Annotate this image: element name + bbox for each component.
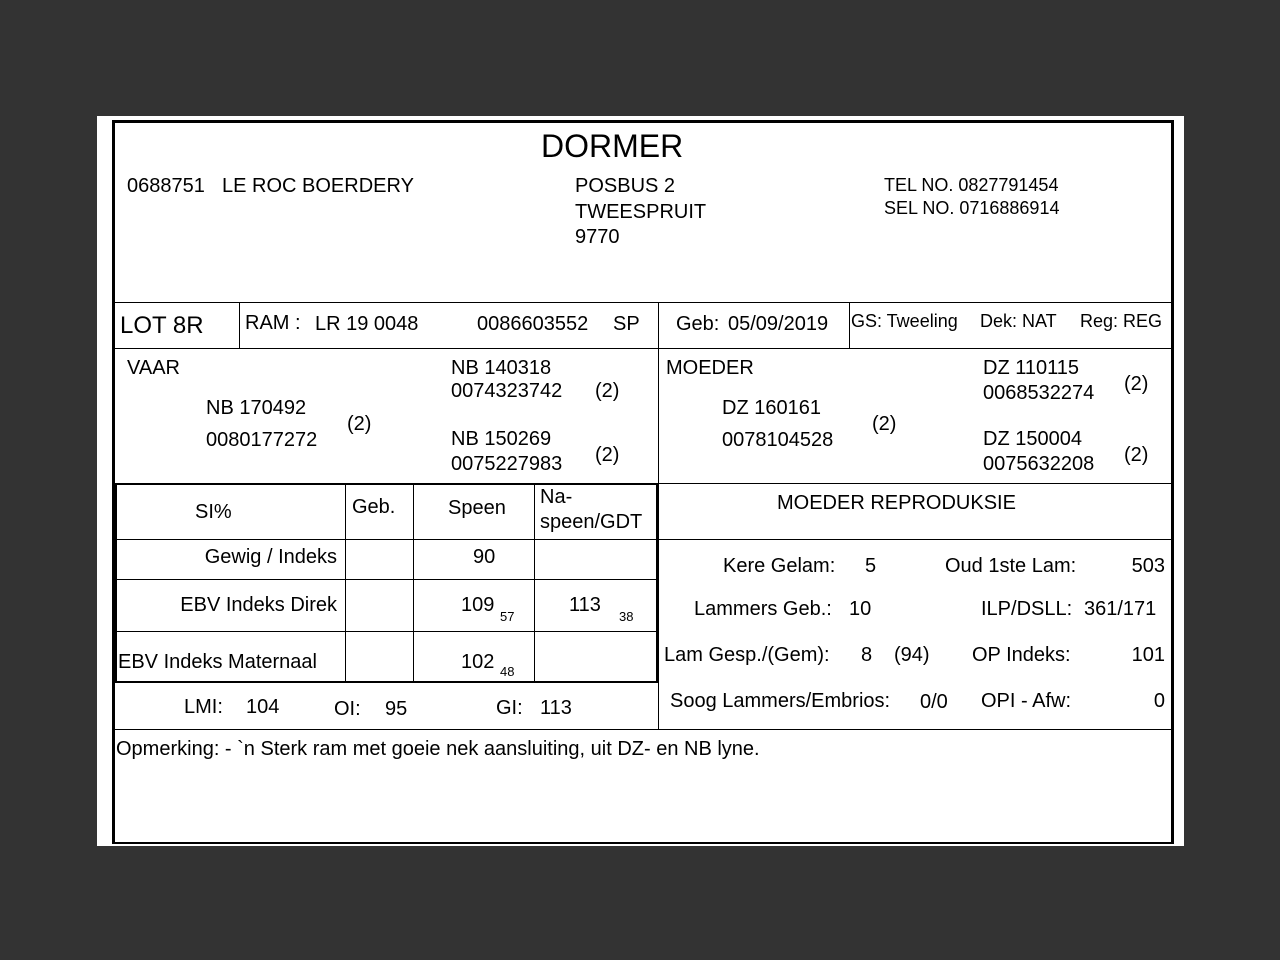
- address-line-3: 9770: [575, 226, 620, 248]
- lammers-geb-value: 10: [849, 598, 872, 620]
- reproduction-title: MOEDER REPRODUKSIE: [777, 492, 1016, 514]
- si-header-geb: Geb.: [352, 496, 396, 518]
- vaar-dam-grade: (2): [595, 444, 620, 466]
- remark: Opmerking: - `n Sterk ram met goeie nek aansluiting, uit DZ- en NB lyne.: [116, 738, 760, 760]
- si-row-label: Gewig / Indeks: [204, 546, 337, 568]
- breed-title: DORMER: [541, 128, 684, 164]
- si-table-rule: [115, 579, 656, 580]
- ram-number: 0086603552: [477, 313, 589, 335]
- cutoff-text-fragment: [170, 842, 1140, 848]
- moeder-sire-id: DZ 110115: [983, 357, 1079, 379]
- si-table-rule: [413, 483, 414, 681]
- moeder-grade: (2): [872, 413, 897, 435]
- si-table-rule: [534, 483, 535, 681]
- si-row-speen: 102: [461, 651, 495, 673]
- divider: [658, 302, 659, 729]
- vaar-sire-grade: (2): [595, 380, 620, 402]
- moeder-dam-grade: (2): [1124, 444, 1149, 466]
- vaar-number: 0080177272: [206, 429, 318, 451]
- moeder-sire-number: 0068532274: [983, 382, 1095, 404]
- ram-label: RAM :: [245, 312, 301, 334]
- divider: [115, 729, 1172, 730]
- ram-class: SP: [613, 313, 640, 335]
- vaar-sire-id: NB 140318: [451, 357, 552, 379]
- op-value: 101: [1131, 644, 1165, 666]
- divider: [849, 302, 850, 348]
- reg-status: Reg: REG: [1080, 311, 1163, 331]
- divider: [658, 483, 1172, 484]
- gs-status: GS: Tweeling: [851, 311, 958, 331]
- si-table-border: [115, 483, 658, 485]
- si-row-na: 113: [569, 594, 601, 616]
- si-table-rule: [345, 483, 346, 681]
- soog-value: 0/0: [920, 691, 948, 713]
- divider: [115, 348, 1172, 349]
- oud-value: 503: [1131, 555, 1165, 577]
- si-row-speen-accuracy: 48: [500, 664, 515, 679]
- moeder-number: 0078104528: [722, 429, 834, 451]
- si-row-speen: 90: [473, 546, 496, 568]
- kere-value: 5: [865, 555, 877, 577]
- moeder-dam-id: DZ 150004: [983, 428, 1082, 450]
- oi-value: 95: [385, 698, 408, 720]
- si-table-rule: [115, 539, 656, 540]
- vaar-dam-id: NB 150269: [451, 428, 552, 450]
- sel-number: SEL NO. 0716886914: [884, 198, 1060, 218]
- moeder-label: MOEDER: [666, 357, 754, 379]
- lot-number: LOT 8R: [120, 312, 204, 339]
- owner-name: LE ROC BOERDERY: [222, 175, 414, 197]
- ram-id: LR 19 0048: [315, 313, 419, 335]
- dek-status: Dek: NAT: [980, 311, 1057, 331]
- si-row-speen: 109: [461, 594, 495, 616]
- vaar-dam-number: 0075227983: [451, 453, 563, 475]
- soog-label: Soog Lammers/Embrios:: [670, 690, 891, 712]
- ilp-value: 361/171: [1084, 598, 1157, 620]
- si-header-na-speen: speen/GDT: [540, 511, 643, 533]
- birth-date: 05/09/2019: [728, 313, 829, 335]
- lam-gesp-value: 8: [861, 644, 873, 666]
- si-header-na: Na-: [540, 486, 573, 508]
- opi-value: 0: [1153, 690, 1165, 712]
- kere-label: Kere Gelam:: [723, 555, 836, 577]
- opi-label: OPI - Afw:: [981, 690, 1072, 712]
- address-line-1: POSBUS 2: [575, 175, 676, 197]
- lmi-value: 104: [246, 696, 280, 718]
- lammers-geb-label: Lammers Geb.:: [694, 598, 832, 620]
- sale-card-frame: [112, 120, 1174, 844]
- lmi-label: LMI:: [184, 696, 223, 718]
- vaar-sire-number: 0074323742: [451, 380, 563, 402]
- vaar-grade: (2): [347, 413, 372, 435]
- tel-number: TEL NO. 0827791454: [884, 175, 1059, 195]
- op-label: OP Indeks:: [972, 644, 1071, 666]
- divider: [658, 539, 1172, 540]
- moeder-dam-number: 0075632208: [983, 453, 1095, 475]
- birth-label: Geb:: [676, 313, 720, 335]
- ilp-label: ILP/DSLL:: [981, 598, 1073, 620]
- oud-label: Oud 1ste Lam:: [945, 555, 1077, 577]
- lam-gem-value: (94): [894, 644, 930, 666]
- si-table-border: [115, 483, 117, 683]
- vaar-id: NB 170492: [206, 397, 307, 419]
- si-row-speen-accuracy: 57: [500, 609, 515, 624]
- si-table-rule: [115, 631, 656, 632]
- gi-value: 113: [540, 697, 572, 719]
- si-row-label: EBV Indeks Direk: [180, 594, 337, 616]
- vaar-label: VAAR: [127, 357, 180, 379]
- owner-number: 0688751: [127, 175, 205, 197]
- si-row-label: EBV Indeks Maternaal: [118, 651, 317, 673]
- moeder-id: DZ 160161: [722, 397, 821, 419]
- moeder-sire-grade: (2): [1124, 373, 1149, 395]
- si-row-na-accuracy: 38: [619, 609, 634, 624]
- divider: [115, 302, 1172, 303]
- address-line-2: TWEESPRUIT: [575, 201, 707, 223]
- si-header-label: SI%: [195, 501, 232, 523]
- lam-gesp-label: Lam Gesp./(Gem):: [664, 644, 830, 666]
- si-table-border: [656, 483, 658, 683]
- divider: [239, 302, 240, 348]
- gi-label: GI:: [496, 697, 523, 719]
- si-table-border: [115, 681, 658, 683]
- si-header-speen: Speen: [448, 497, 506, 519]
- oi-label: OI:: [334, 698, 361, 720]
